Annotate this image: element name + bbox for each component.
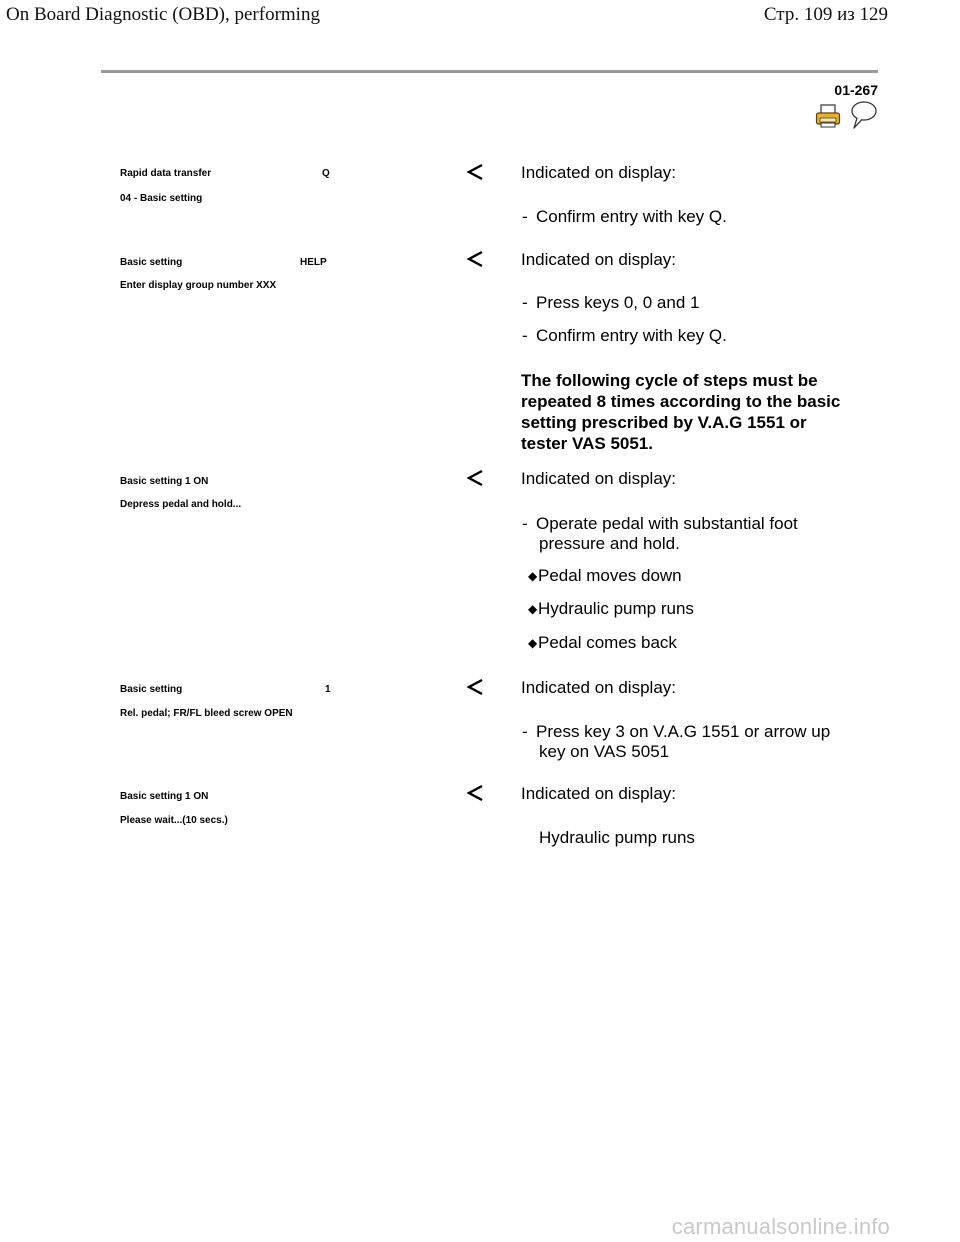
step-item: - Confirm entry with key Q. — [522, 326, 727, 345]
display-line2: Please wait...(10 secs.) — [120, 815, 228, 826]
bullet-item: ◆Pedal comes back — [528, 633, 677, 652]
indicated-label: Indicated on display: — [521, 469, 676, 488]
display-line1-right: HELP — [300, 257, 327, 268]
cycle-note: The following cycle of steps must be repeated 8 times according to the basic setting prescribed by V.A.G 1551 or tester VAS 5051. — [521, 371, 841, 453]
display-line1: Rapid data transfer — [120, 168, 212, 179]
page-counter: Стр. 109 из 129 — [763, 4, 888, 25]
diamond-bullet-icon: ◆ — [528, 636, 538, 650]
speech-bubble-icon[interactable] — [848, 100, 878, 130]
display-line1: Basic setting 1 ON — [120, 791, 209, 802]
display-line2: 04 - Basic setting — [120, 193, 203, 204]
pointer-arrow-icon — [466, 784, 484, 802]
bullet-item: ◆Pedal moves down — [528, 566, 682, 585]
display-line1: Basic setting — [120, 684, 183, 695]
display-line2: Enter display group number XXX — [120, 280, 277, 291]
display-line1: Basic setting — [120, 257, 183, 268]
step-item: - Press key 3 on V.A.G 1551 or arrow up key on VAS 5051 — [522, 722, 831, 761]
display-line1: Basic setting 1 ON — [120, 476, 209, 487]
header-rule — [101, 70, 878, 73]
display-line2: Depress pedal and hold... — [120, 499, 242, 510]
display-line1-right: Q — [322, 168, 330, 179]
status-text: Hydraulic pump runs — [539, 828, 695, 847]
bullet-item: ◆Hydraulic pump runs — [528, 599, 694, 618]
document-title: On Board Diagnostic (OBD), performing — [6, 4, 320, 25]
diamond-bullet-icon: ◆ — [528, 602, 538, 616]
pointer-arrow-icon — [466, 469, 484, 487]
indicated-label: Indicated on display: — [521, 163, 676, 182]
pointer-arrow-icon — [466, 250, 484, 268]
display-line2: Rel. pedal; FR/FL bleed screw OPEN — [120, 708, 293, 719]
display-line1-right: 1 — [325, 684, 331, 695]
step-item: - Confirm entry with key Q. — [522, 207, 727, 226]
step-item: - Press keys 0, 0 and 1 — [522, 293, 700, 312]
pointer-arrow-icon — [466, 163, 484, 181]
diamond-bullet-icon: ◆ — [528, 569, 538, 583]
indicated-label: Indicated on display: — [521, 678, 676, 697]
indicated-label: Indicated on display: — [521, 250, 676, 269]
indicated-label: Indicated on display: — [521, 784, 676, 803]
pointer-arrow-icon — [466, 678, 484, 696]
printer-icon[interactable] — [815, 104, 841, 128]
page-reference: 01-267 — [834, 82, 878, 98]
step-item: - Operate pedal with substantial foot pressure and hold. — [522, 514, 798, 553]
watermark: carmanualsonline.info — [671, 1214, 890, 1239]
